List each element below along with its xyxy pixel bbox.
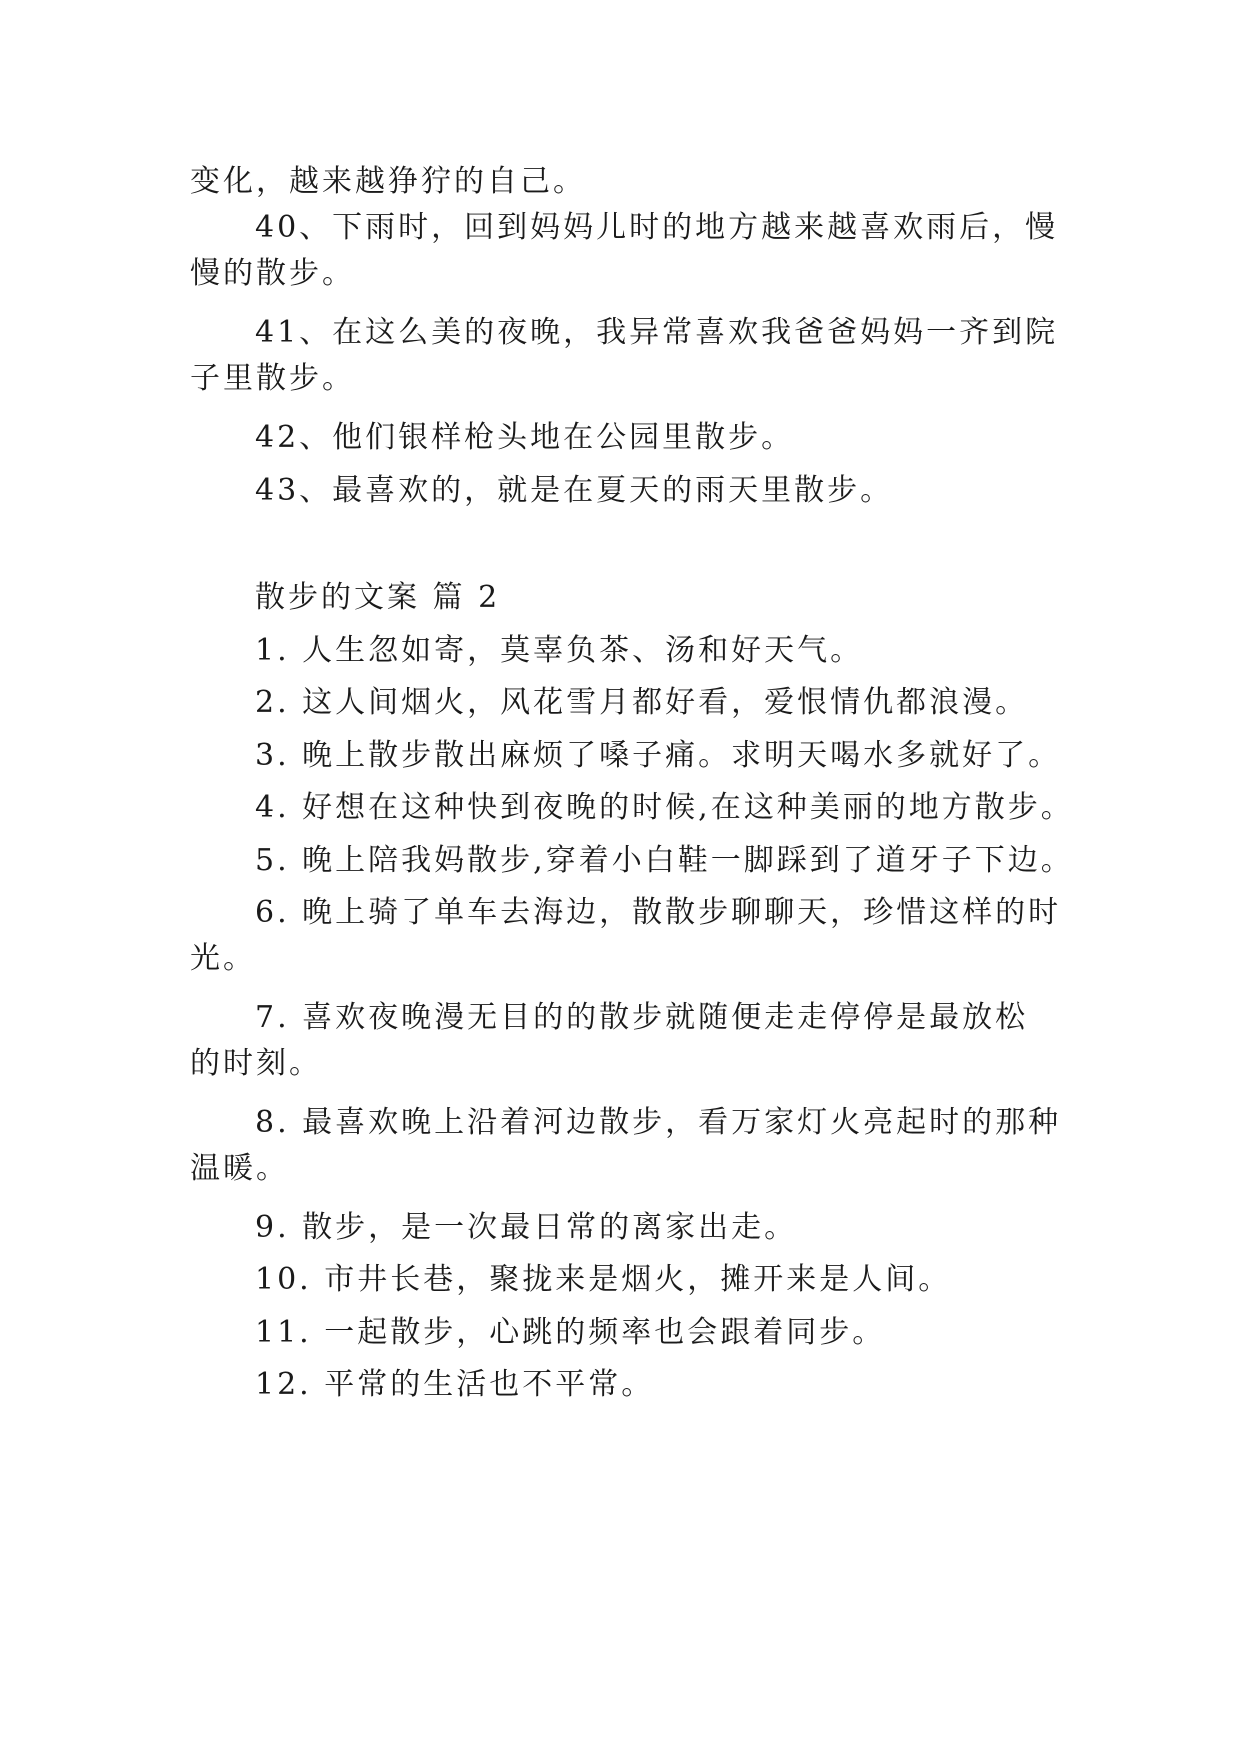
list-item-3: 3. 晚上散步散出麻烦了嗓子痛。求明天喝水多就好了。	[255, 738, 1062, 773]
list-item-9: 9. 散步，是一次最日常的离家出走。	[255, 1210, 798, 1245]
list-item-2: 2. 这人间烟火，风花雪月都好看，爱恨情仇都浪漫。	[255, 685, 1029, 720]
text-line: 变化，越来越狰狞的自己。	[190, 164, 586, 199]
list-item-41: 41、在这么美的夜晚，我异常喜欢我爸爸妈妈一齐到院	[255, 315, 1059, 350]
list-item-11: 11. 一起散步，心跳的频率也会跟着同步。	[255, 1315, 886, 1350]
list-item-10: 10. 市井长巷，聚拢来是烟火，摊开来是人间。	[255, 1262, 952, 1297]
list-item-7: 7. 喜欢夜晚漫无目的的散步就随便走走停停是最放松	[255, 1000, 1029, 1035]
list-item-6: 6. 晚上骑了单车去海边，散散步聊聊天，珍惜这样的时	[255, 895, 1062, 930]
list-item-43: 43、最喜欢的，就是在夏天的雨天里散步。	[255, 473, 894, 508]
list-item-42: 42、他们银样枪头地在公园里散步。	[255, 420, 795, 455]
text-line: 慢的散步。	[190, 256, 355, 291]
list-item-1: 1. 人生忽如寄，莫辜负茶、汤和好天气。	[255, 633, 864, 668]
text-line: 光。	[190, 941, 256, 976]
text-line: 温暖。	[190, 1151, 289, 1186]
section-heading: 散步的文案 篇 2	[255, 580, 501, 615]
list-item-40: 40、下雨时，回到妈妈儿时的地方越来越喜欢雨后，慢	[255, 210, 1059, 245]
list-item-5: 5. 晚上陪我妈散步,穿着小白鞋一脚踩到了道牙子下边。	[255, 843, 1074, 878]
text-line: 子里散步。	[190, 361, 355, 396]
list-item-8: 8. 最喜欢晚上沿着河边散步，看万家灯火亮起时的那种	[255, 1105, 1062, 1140]
list-item-4: 4. 好想在这种快到夜晚的时候,在这种美丽的地方散步。	[255, 790, 1074, 825]
list-item-12: 12. 平常的生活也不平常。	[255, 1367, 655, 1402]
text-line: 的时刻。	[190, 1046, 322, 1081]
